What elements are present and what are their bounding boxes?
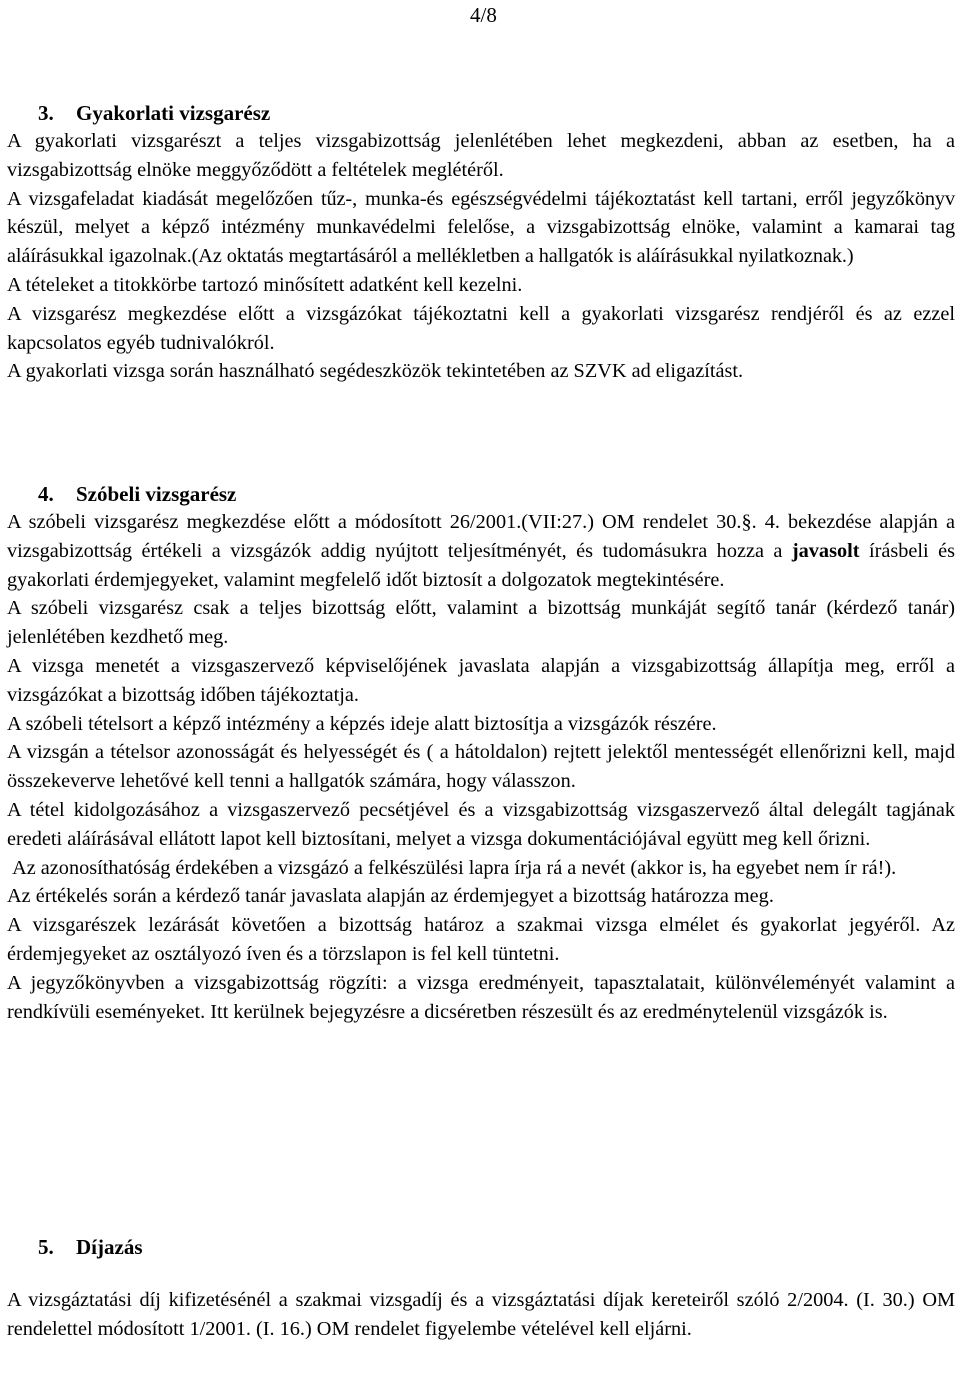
paragraph: A vizsgáztatási díj kifizetésénél a szakmai vizsgadíj és a vizsgáztatási díjak kereteiről szóló 2/2004. (I. 30.) OM rendelettel módosított 1/2001. (I. 16.) OM rendelet figyelembe vételével kell eljárni. — [7, 1289, 955, 1340]
paragraph: A szóbeli tételsort a képző intézmény a képzés ideje alatt biztosítja a vizsgázók részére. — [7, 712, 717, 735]
paragraph: Az azonosíthatóság érdekében a vizsgázó a felkészülési lapra írja rá a nevét (akkor is, ha egyebet nem ír rá!). — [7, 856, 897, 879]
paragraph: Az értékelés során a kérdező tanár javaslata alapján az érdemjegyet a bizottság határozza meg. — [7, 885, 774, 908]
paragraph: A szóbeli vizsgarész csak a teljes bizottság előtt, valamint a bizottság munkáját segítő tanár (kérdező tanár) jelenlétében kezdhető meg. — [7, 597, 955, 649]
section-gyakorlati-vizsgaresz — [7, 99, 955, 386]
section-title: Díjazás — [76, 1235, 143, 1259]
emphasis-text: javasolt — [791, 539, 860, 562]
section-szobeli-vizsgaresz — [7, 480, 955, 1026]
paragraph-text: írásbeli és gyakorlati érdemjegyeket, valamint megfelelő időt biztosít a dolgozatok megtekintésére. — [7, 539, 955, 591]
paragraph: A tételeket a titokkörbe tartozó minősített adatként kell kezelni. — [7, 273, 523, 296]
paragraph: A vizsgán a tételsor azonosságát és helyességét és ( a hátoldalon) rejtett jelektől mentességét ellenőrizni kell, majd összekeverve lehetővé kell tenni a hallgatók számára, hogy válasszon. — [7, 741, 955, 793]
paragraph-text: A szóbeli vizsgarész megkezdése előtt a módosított 26/2001.(VII:27.) OM rendelet 30.§. 4. bekezdése alapján a vizsgabizottság értékeli a vizsgázók addig nyújtott teljesítményét, és tudomásukra hozza a — [7, 511, 955, 562]
paragraph: A vizsga menetét a vizsgaszervező képviselőjének javaslata alapján a vizsgabizottság állapítja meg, erről a vizsgázókat a bizottság időben tájékoztatja. — [7, 654, 955, 706]
section-dijazas — [7, 1233, 955, 1344]
section-number: 4. — [38, 482, 54, 506]
section-number: 5. — [38, 1235, 54, 1259]
paragraph — [7, 508, 955, 594]
section-heading — [7, 480, 955, 508]
paragraph: A gyakorlati vizsga során használható segédeszközök tekintetében az SZVK ad eligazítást. — [7, 360, 744, 383]
paragraph: A tétel kidolgozásához a vizsgaszervező pecsétjével és a vizsgabizottság vizsgaszervező által delegált tagjának eredeti aláírásával ellátott lapot kell biztosítani, melyet a vizsga dokumentációjával együtt meg kell őrizni. — [7, 798, 955, 850]
paragraph: A gyakorlati vizsgarészt a teljes vizsgabizottság jelenlétében lehet megkezdeni, abban az esetben, ha a vizsgabizottság elnöke meggyőződött a feltételek meglétéről. — [7, 130, 955, 181]
section-heading — [7, 99, 955, 127]
paragraph: A jegyzőkönyvben a vizsgabizottság rögzíti: a vizsga eredményeit, tapasztalatait, különvéleményét valamint a rendkívüli eseményeket. Itt kerülnek bejegyzésre a dicséretben részesült és az eredménytelenül vizsgázók is. — [7, 971, 955, 1023]
page-number: 4/8 — [470, 3, 497, 27]
paragraph: A vizsgarész megkezdése előtt a vizsgázókat tájékoztatni kell a gyakorlati vizsgarész rendjéről és az ezzel kapcsolatos egyéb tudnivalókról. — [7, 302, 955, 354]
section-number: 3. — [38, 101, 54, 125]
section-title: Szóbeli vizsgarész — [76, 482, 237, 506]
section-heading — [7, 1233, 955, 1261]
section-title: Gyakorlati vizsgarész — [76, 101, 271, 125]
paragraph: A vizsgarészek lezárását követően a bizottság határoz a szakmai vizsga elmélet és gyakorlat jegyéről. Az érdemjegyeket az osztályozó íven és a törzslapon is fel kell tüntetni. — [7, 914, 955, 965]
paragraph: A vizsgafeladat kiadását megelőzően tűz-, munka-és egészségvédelmi tájékoztatást kell tartani, erről jegyzőkönyv készül, melyet a képző intézmény munkavédelmi felelőse, a vizsgabizottság elnöke, valamint a kamarai tag aláírásukkal igazolnak.(Az oktatás megtartásáról a mellékletben a hallgatók is aláírásukkal nyilatkoznak.) — [7, 187, 955, 268]
